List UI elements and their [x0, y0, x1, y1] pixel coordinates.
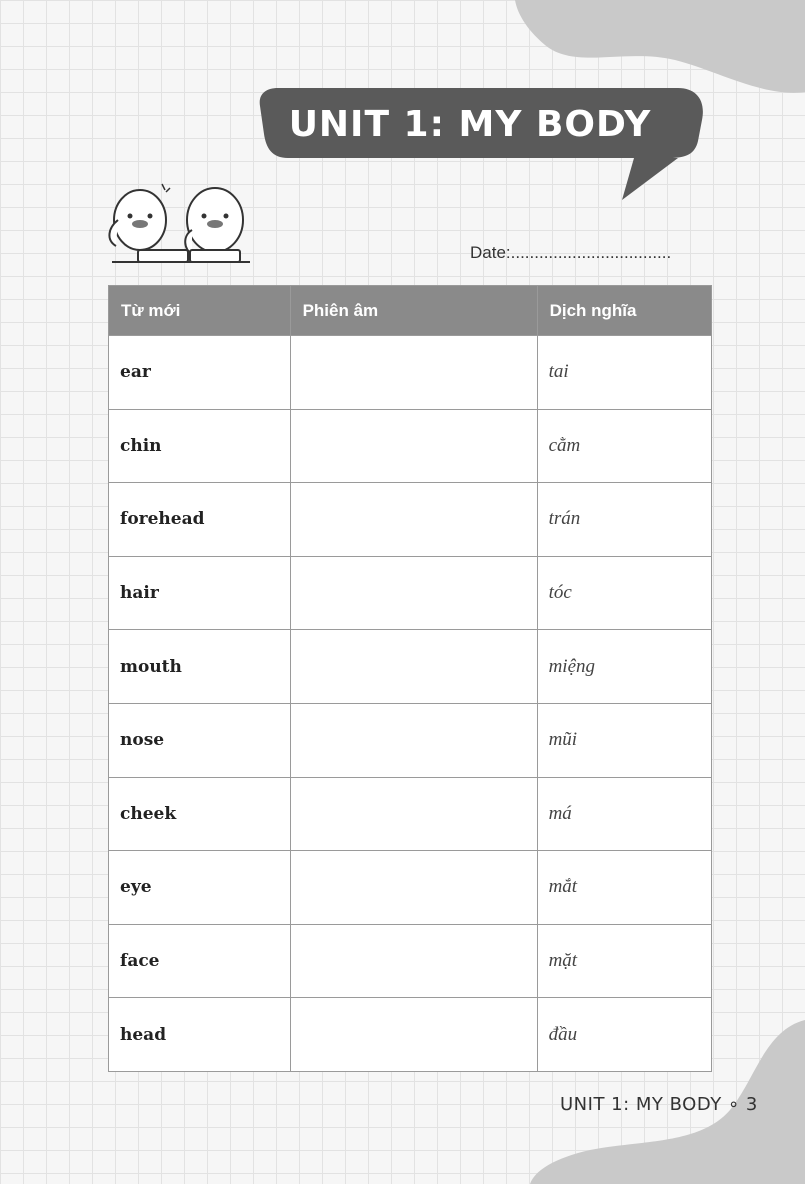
row-word: chin [109, 409, 291, 483]
table-header-row [109, 286, 712, 336]
row-meaning: mắt [537, 851, 711, 925]
row-word: cheek [109, 777, 291, 851]
row-pronunciation-blank[interactable] [290, 336, 537, 410]
row-pronunciation-blank[interactable] [290, 777, 537, 851]
row-pronunciation-blank[interactable] [290, 998, 537, 1072]
row-meaning: mặt [537, 924, 711, 998]
vocabulary-table [108, 285, 712, 1072]
row-word: ear [109, 336, 291, 410]
table-row [109, 483, 712, 557]
table-row [109, 777, 712, 851]
row-word: eye [109, 851, 291, 925]
table-row [109, 630, 712, 704]
row-meaning: cằm [537, 409, 711, 483]
page-footer: UNIT 1: MY BODY ∘ 3 [560, 1094, 758, 1115]
row-meaning: tóc [537, 556, 711, 630]
row-meaning: mũi [537, 703, 711, 777]
row-meaning: tai [537, 336, 711, 410]
row-pronunciation-blank[interactable] [290, 703, 537, 777]
duck-mascots-illustration [100, 180, 260, 270]
row-pronunciation-blank[interactable] [290, 483, 537, 557]
date-field: Date:.................................. [470, 243, 672, 262]
table-row [109, 336, 712, 410]
row-word: nose [109, 703, 291, 777]
table-row [109, 851, 712, 925]
table-row [109, 924, 712, 998]
page-title: UNIT 1: MY BODY [288, 104, 652, 145]
table-row [109, 703, 712, 777]
row-word: hair [109, 556, 291, 630]
row-meaning: má [537, 777, 711, 851]
row-pronunciation-blank[interactable] [290, 630, 537, 704]
row-word: forehead [109, 483, 291, 557]
row-pronunciation-blank[interactable] [290, 851, 537, 925]
header-new-word: Từ mới [109, 286, 291, 336]
row-meaning: trán [537, 483, 711, 557]
row-meaning: miệng [537, 630, 711, 704]
table-row [109, 998, 712, 1072]
row-meaning: đầu [537, 998, 711, 1072]
header-pronunciation: Phiên âm [290, 286, 537, 336]
row-pronunciation-blank[interactable] [290, 924, 537, 998]
row-word: mouth [109, 630, 291, 704]
row-word: face [109, 924, 291, 998]
row-pronunciation-blank[interactable] [290, 409, 537, 483]
row-word: head [109, 998, 291, 1072]
table-row [109, 556, 712, 630]
table-row [109, 409, 712, 483]
row-pronunciation-blank[interactable] [290, 556, 537, 630]
top-right-blob [515, 0, 805, 100]
header-meaning: Dịch nghĩa [537, 286, 711, 336]
